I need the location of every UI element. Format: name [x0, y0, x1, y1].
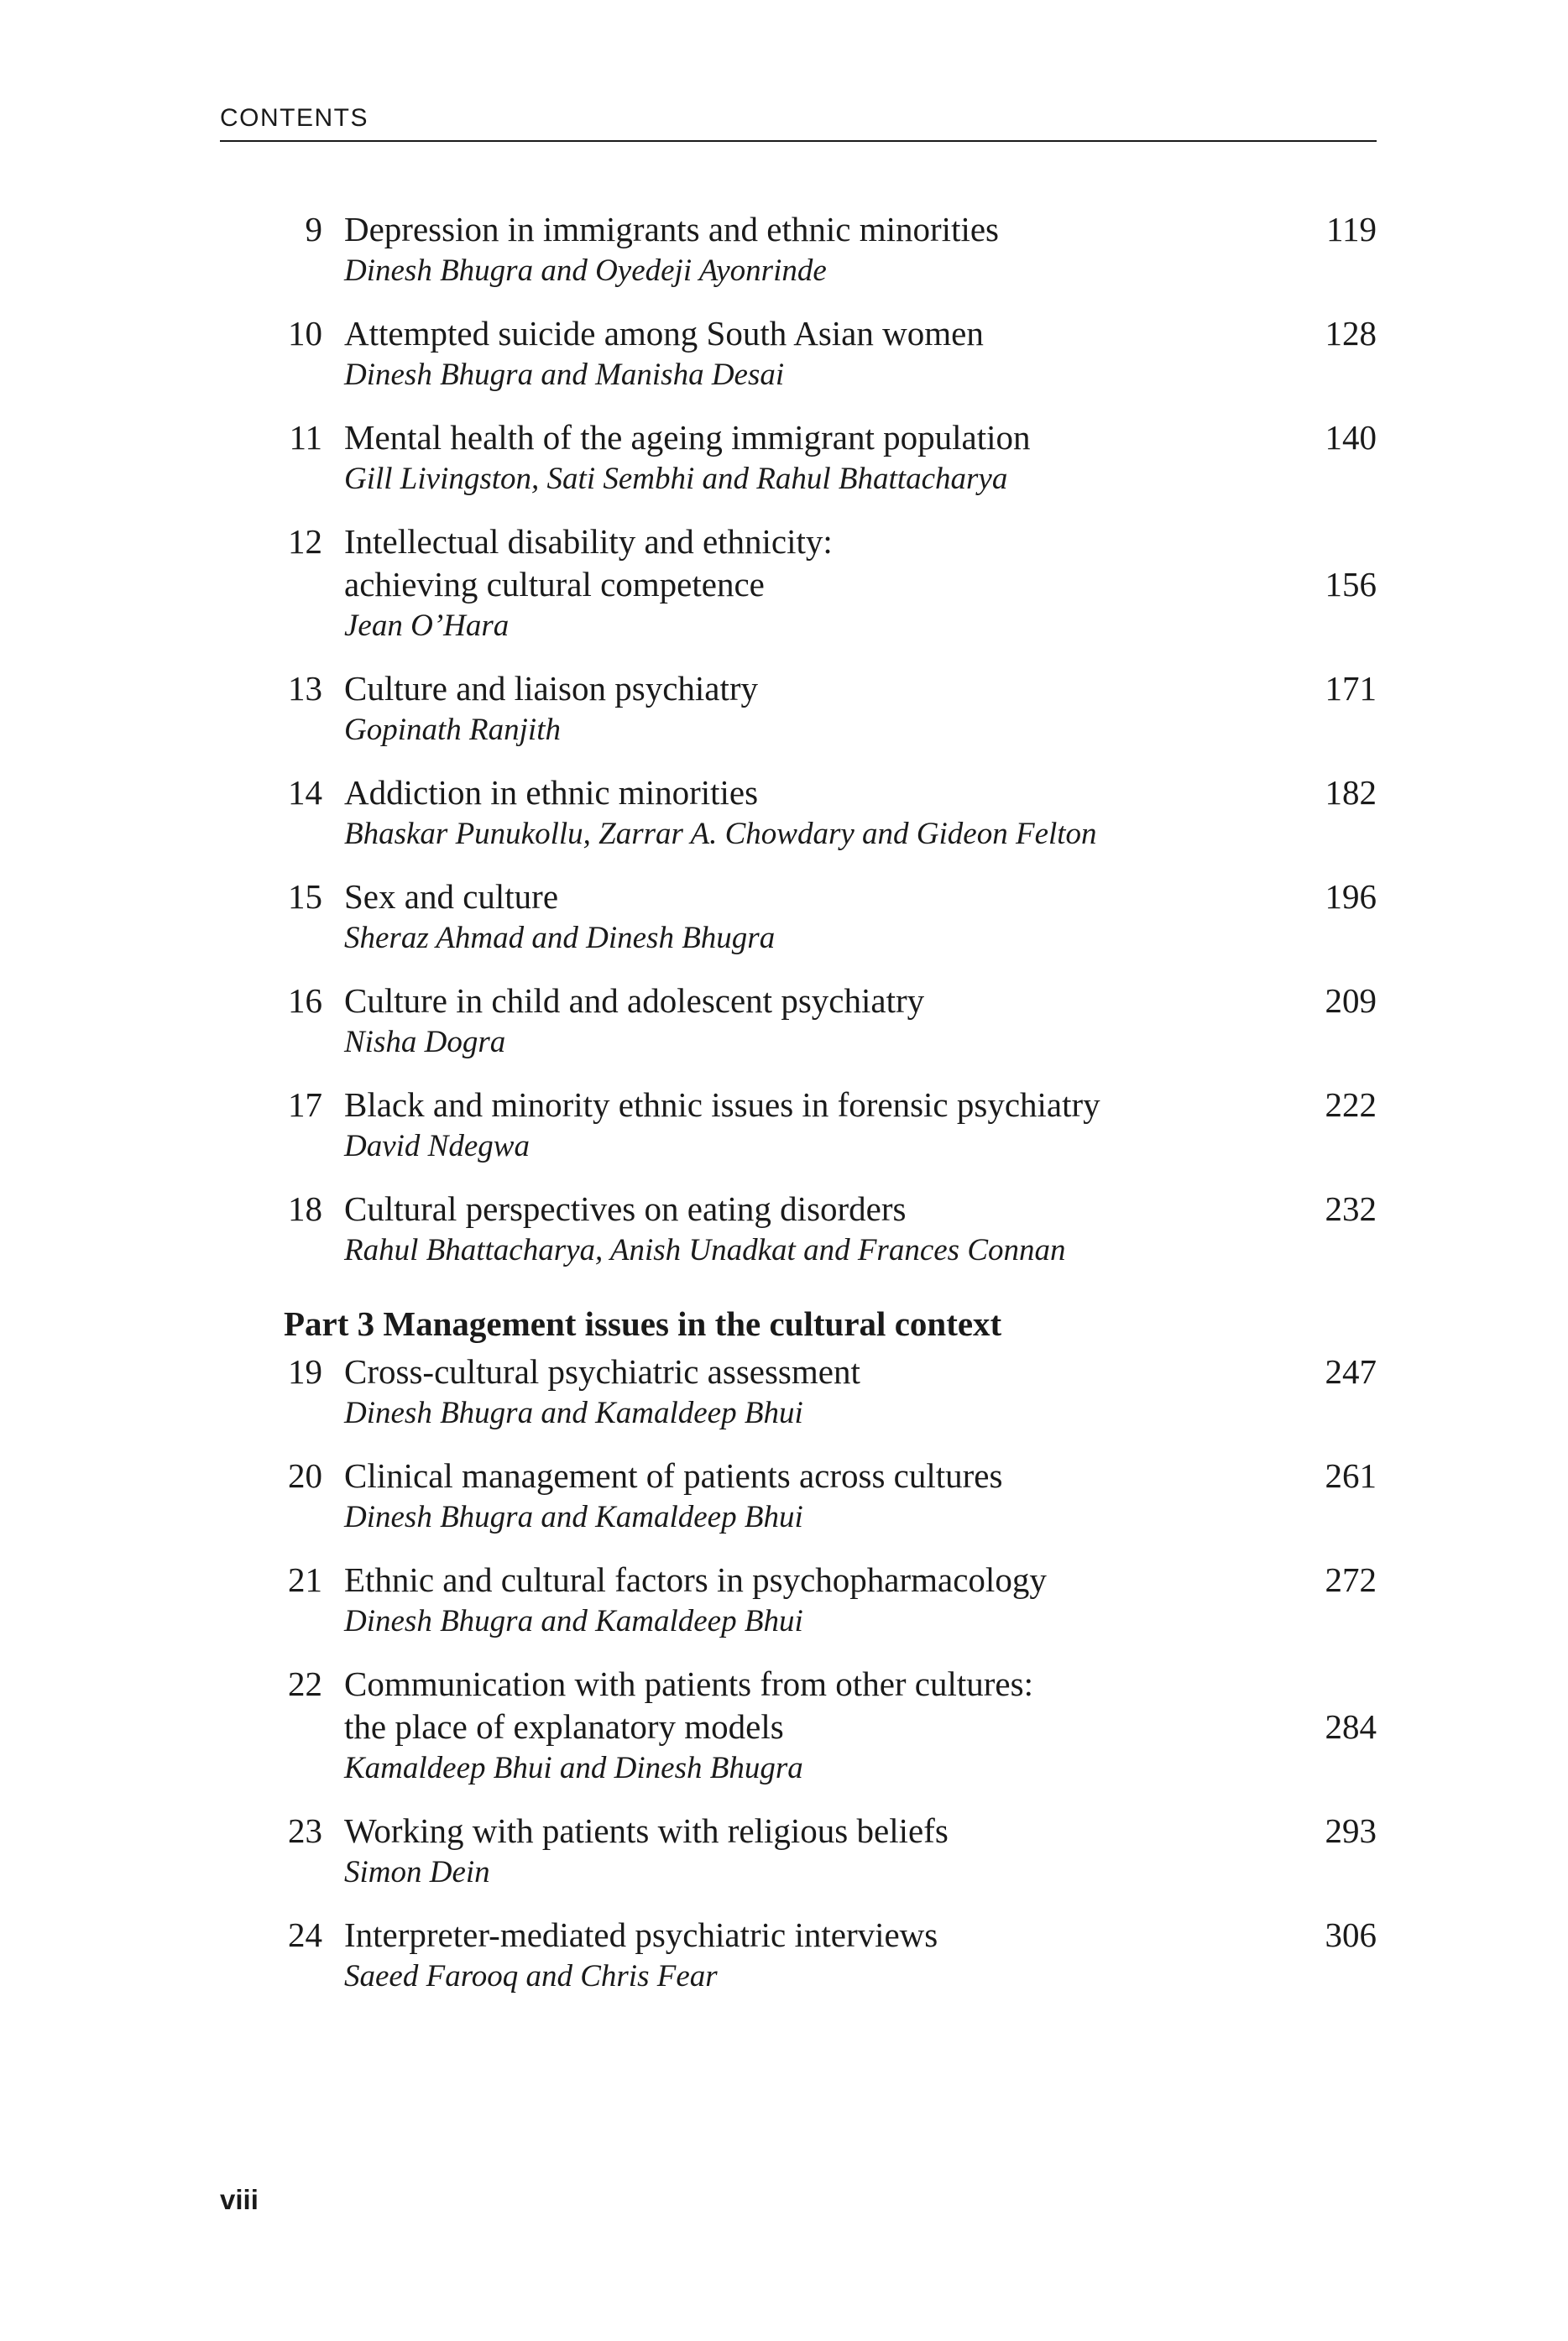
- toc-entry-24: [220, 1914, 1377, 1997]
- page-number: 272: [1325, 1560, 1377, 1599]
- chapter-authors: Dinesh Bhugra and Kamaldeep Bhui: [344, 1500, 803, 1534]
- chapter-number: 15: [288, 877, 322, 916]
- table-of-contents: [220, 208, 1377, 2018]
- page-number: 293: [1325, 1811, 1377, 1850]
- page-number: 128: [1325, 314, 1377, 353]
- chapter-number: 17: [288, 1085, 322, 1124]
- chapter-title: Interpreter-mediated psychiatric interviews: [344, 1915, 938, 1954]
- header-rule: [220, 140, 1377, 142]
- chapter-title: Black and minority ethnic issues in forensic psychiatry: [344, 1085, 1100, 1124]
- chapter-number: 9: [305, 210, 322, 248]
- chapter-authors: Gopinath Ranjith: [344, 713, 561, 747]
- chapter-number: 22: [288, 1664, 322, 1703]
- toc-entry-11: [220, 416, 1377, 499]
- toc-entry-19: [220, 1351, 1377, 1434]
- chapter-number: 16: [288, 981, 322, 1020]
- chapter-title: Clinical management of patients across cultures: [344, 1456, 1003, 1495]
- chapter-authors: David Ndegwa: [344, 1129, 530, 1163]
- toc-entry-13: [220, 667, 1377, 750]
- toc-entry-20: [220, 1455, 1377, 1538]
- page-number: 306: [1325, 1915, 1377, 1954]
- page-number: 247: [1325, 1352, 1377, 1391]
- chapter-title: Ethnic and cultural factors in psychopharmacology: [344, 1560, 1047, 1599]
- running-head: CONTENTS: [220, 104, 368, 132]
- chapter-title: Culture and liaison psychiatry: [344, 669, 759, 708]
- chapter-number: 13: [288, 669, 322, 708]
- chapter-authors: Kamaldeep Bhui and Dinesh Bhugra: [344, 1751, 803, 1785]
- chapter-authors: Dinesh Bhugra and Oyedeji Ayonrinde: [344, 253, 827, 288]
- chapter-title: Culture in child and adolescent psychiatry: [344, 981, 925, 1020]
- toc-entry-21: [220, 1559, 1377, 1642]
- chapter-title: Sex and culture: [344, 877, 559, 916]
- page-number: 232: [1325, 1189, 1377, 1228]
- chapter-authors: Simon Dein: [344, 1855, 490, 1889]
- chapter-title: Mental health of the ageing immigrant population: [344, 418, 1031, 457]
- chapter-title: Attempted suicide among South Asian women: [344, 314, 984, 353]
- chapter-number: 20: [288, 1456, 322, 1495]
- chapter-authors: Nisha Dogra: [344, 1025, 506, 1059]
- toc-entry-16: [220, 980, 1377, 1063]
- chapter-title: Communication with patients from other cultures:: [344, 1664, 1033, 1703]
- chapter-number: 18: [288, 1189, 322, 1228]
- chapter-authors: Jean O’Hara: [344, 609, 510, 643]
- chapter-authors: Dinesh Bhugra and Manisha Desai: [344, 358, 785, 392]
- chapter-number: 14: [288, 773, 322, 812]
- chapter-title: Working with patients with religious beliefs: [344, 1811, 949, 1850]
- chapter-authors: Rahul Bhattacharya, Anish Unadkat and Frances Connan: [344, 1233, 1066, 1267]
- chapter-title: Intellectual disability and ethnicity:: [344, 522, 833, 561]
- page-number: 196: [1325, 877, 1377, 916]
- chapter-number: 24: [288, 1915, 322, 1954]
- chapter-authors: Bhaskar Punukollu, Zarrar A. Chowdary and Gideon Felton: [344, 817, 1097, 851]
- page-number: 261: [1325, 1456, 1377, 1495]
- toc-entry-9: [220, 208, 1377, 291]
- chapter-authors: Saeed Farooq and Chris Fear: [344, 1959, 718, 1994]
- chapter-title: Cross-cultural psychiatric assessment: [344, 1352, 860, 1391]
- page-number: 182: [1325, 773, 1377, 812]
- page-number: 284: [1325, 1707, 1377, 1746]
- page-number: 140: [1325, 418, 1377, 457]
- chapter-number: 10: [288, 314, 322, 353]
- chapter-number: 21: [288, 1560, 322, 1599]
- toc-entry-15: [220, 875, 1377, 959]
- toc-entry-10: [220, 312, 1377, 395]
- chapter-title: Cultural perspectives on eating disorders: [344, 1189, 907, 1228]
- page-number: 119: [1326, 210, 1377, 248]
- toc-entry-17: [220, 1084, 1377, 1167]
- chapter-authors: Gill Livingston, Sati Sembhi and Rahul Bhattacharya: [344, 462, 1008, 496]
- page-number: 222: [1325, 1085, 1377, 1124]
- chapter-authors: Dinesh Bhugra and Kamaldeep Bhui: [344, 1396, 803, 1430]
- chapter-authors: Dinesh Bhugra and Kamaldeep Bhui: [344, 1604, 803, 1638]
- toc-entry-18: [220, 1188, 1377, 1271]
- part-heading: Part 3 Management issues in the cultural context: [284, 1304, 1002, 1343]
- chapter-title: Depression in immigrants and ethnic minorities: [344, 210, 1000, 248]
- chapter-authors: Sheraz Ahmad and Dinesh Bhugra: [344, 921, 776, 955]
- toc-entry-22: [220, 1663, 1377, 1789]
- toc-entry-12: [220, 520, 1377, 646]
- chapter-title-continued: achieving cultural competence: [344, 565, 765, 604]
- toc-entry-14: [220, 771, 1377, 854]
- chapter-number: 19: [288, 1352, 322, 1391]
- chapter-number: 23: [288, 1811, 322, 1850]
- chapter-title: Addiction in ethnic minorities: [344, 773, 759, 812]
- page-number: 209: [1325, 981, 1377, 1020]
- page-number: 171: [1325, 669, 1377, 708]
- page-number: 156: [1325, 565, 1377, 604]
- chapter-title-continued: the place of explanatory models: [344, 1707, 784, 1746]
- page-folio: viii: [220, 2184, 259, 2215]
- toc-entry-23: [220, 1810, 1377, 1893]
- chapter-number: 12: [288, 522, 322, 561]
- chapter-number: 11: [289, 418, 322, 457]
